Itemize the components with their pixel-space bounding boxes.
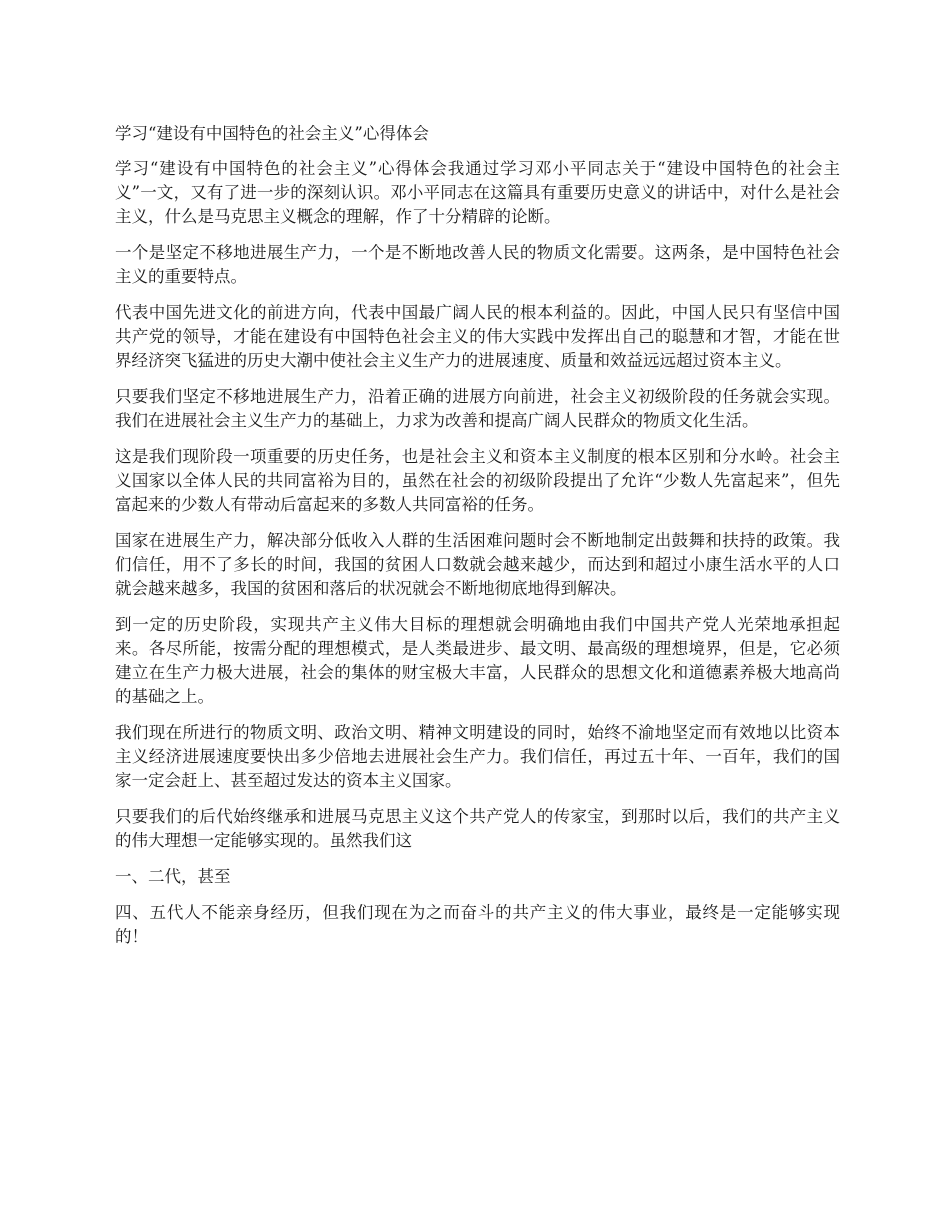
- paragraph-5: 这是我们现阶段一项重要的历史任务，也是社会主义和资本主义制度的根本区别和分水岭。社会主义国家以全体人民的共同富裕为目的，虽然在社会的初级阶段提出了允许“少数人先富起来”，但先富起来的少数人有带动后富起来的多数人共同富裕的任务。: [115, 447, 840, 514]
- paragraph-7: 到一定的历史阶段，实现共产主义伟大目标的理想就会明确地由我们中国共产党人光荣地承担起来。各尽所能，按需分配的理想模式，是人类最进步、最文明、最高级的理想境界，但是，它必须建立在生产力极大进展，社会的集体的财宝极大丰富，人民群众的思想文化和道德素养极大地高尚的基础之上。: [115, 615, 840, 706]
- paragraph-8: 我们现在所进行的物质文明、政治文明、精神文明建设的同时，始终不渝地坚定而有效地以比资本主义经济进展速度要快出多少倍地去进展社会生产力。我们信任，再过五十年、一百年，我们的国家一定会赶上、甚至超过发达的资本主义国家。: [115, 723, 840, 790]
- paragraph-2: 一个是坚定不移地进展生产力，一个是不断地改善人民的物质文化需要。这两条，是中国特色社会主义的重要特点。: [115, 243, 840, 286]
- paragraph-6: 国家在进展生产力，解决部分低收入人群的生活困难问题时会不断地制定出鼓舞和扶持的政策。我们信任，用不了多长的时间，我国的贫困人口数就会越来越少，而达到和超过小康生活水平的人口就会越来越多，我国的贫困和落后的状况就会不断地彻底地得到解决。: [115, 531, 840, 598]
- paragraph-9: 只要我们的后代始终继承和进展马克思主义这个共产党人的传家宝，到那时以后，我们的共产主义的伟大理想一定能够实现的。虽然我们这: [115, 807, 840, 850]
- paragraph-1: 学习“建设有中国特色的社会主义”心得体会我通过学习邓小平同志关于“建设中国特色的社会主义”一文，又有了进一步的深刻认识。邓小平同志在这篇具有重要历史意义的讲话中，对什么是社会主义，什么是马克思主义概念的理解，作了十分精辟的论断。: [115, 159, 840, 226]
- document-title: 学习“建设有中国特色的社会主义”心得体会: [115, 124, 429, 143]
- paragraph-11: 四、五代人不能亲身经历，但我们现在为之而奋斗的共产主义的伟大事业，最终是一定能够实现的！: [115, 903, 840, 946]
- paragraph-4: 只要我们坚定不移地进展生产力，沿着正确的进展方向前进，社会主义初级阶段的任务就会实现。我们在进展社会主义生产力的基础上，力求为改善和提高广阔人民群众的物质文化生活。: [115, 387, 840, 430]
- paragraph-3: 代表中国先进文化的前进方向，代表中国最广阔人民的根本利益的。因此，中国人民只有坚信中国共产党的领导，才能在建设有中国特色社会主义的伟大实践中发挥出自己的聪慧和才智，才能在世界经济突飞猛进的历史大潮中使社会主义生产力的进展速度、质量和效益远远超过资本主义。: [115, 303, 840, 370]
- document-page: [115, 122, 840, 961]
- paragraph-10: 一、二代，甚至: [115, 867, 231, 886]
